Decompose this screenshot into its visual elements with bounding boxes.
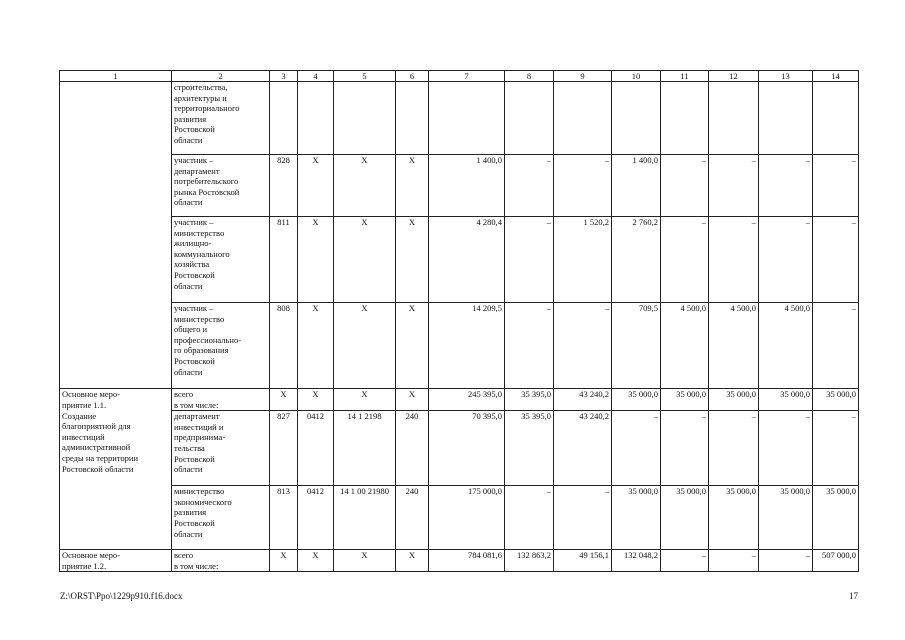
value-cell: Х [396, 155, 429, 217]
value-cell: 709,5 [612, 303, 661, 389]
value-cell: 827 [270, 411, 298, 486]
header-cell: 9 [554, 71, 612, 82]
executor-cell: строительства, архитектуры и территориального развития Ростовской области [172, 82, 270, 155]
value-cell: 35 395,0 [505, 389, 554, 411]
executor-cell: участник – департамент потребительского рынка Ростовской области [172, 155, 270, 217]
executor-cell: департамент инвестиций и предпринима- тельства Ростовской области [172, 411, 270, 486]
measure-cell: Основное меро- приятие 1.2. [60, 550, 172, 572]
measure-cell [60, 303, 172, 389]
value-cell: Х [334, 155, 396, 217]
value-cell: – [612, 411, 661, 486]
value-cell: 0412 [298, 411, 334, 486]
value-cell: – [554, 155, 612, 217]
header-cell: 2 [172, 71, 270, 82]
value-cell: – [759, 217, 813, 303]
value-cell: Х [396, 303, 429, 389]
value-cell: 4 500,0 [661, 303, 709, 389]
value-cell: 132 863,2 [505, 550, 554, 572]
value-cell: – [759, 411, 813, 486]
value-cell: Х [270, 389, 298, 411]
header-cell: 5 [334, 71, 396, 82]
value-cell [612, 82, 661, 155]
table-row [60, 550, 859, 572]
value-cell: Х [270, 550, 298, 572]
value-cell: Х [298, 155, 334, 217]
value-cell: 43 240,2 [554, 411, 612, 486]
value-cell [298, 82, 334, 155]
table-row [60, 486, 859, 550]
value-cell: 35 000,0 [813, 486, 859, 550]
value-cell: Х [334, 217, 396, 303]
measure-cell [60, 217, 172, 303]
value-cell: 35 000,0 [661, 486, 709, 550]
value-cell: 35 000,0 [709, 389, 759, 411]
value-cell: – [813, 155, 859, 217]
value-cell: 4 500,0 [759, 303, 813, 389]
value-cell: Х [298, 303, 334, 389]
value-cell: – [813, 411, 859, 486]
executor-cell: участник – министерство жилищно- коммунального хозяйства Ростовской области [172, 217, 270, 303]
value-cell: 35 000,0 [709, 486, 759, 550]
value-cell: – [813, 217, 859, 303]
value-cell: 784 081,6 [429, 550, 505, 572]
value-cell [270, 82, 298, 155]
measure-cell: Создание благоприятной для инвестиций административной среды на территории Ростовской области [60, 411, 172, 550]
value-cell: – [661, 217, 709, 303]
measure-cell [60, 82, 172, 155]
value-cell: 35 000,0 [759, 486, 813, 550]
value-cell: Х [334, 303, 396, 389]
value-cell: – [661, 411, 709, 486]
value-cell [709, 82, 759, 155]
value-cell: 132 048,2 [612, 550, 661, 572]
value-cell [505, 82, 554, 155]
page-number: 17 [849, 591, 858, 601]
value-cell: 35 000,0 [612, 389, 661, 411]
value-cell [396, 82, 429, 155]
table-row [60, 155, 859, 217]
value-cell: Х [298, 217, 334, 303]
value-cell: 808 [270, 303, 298, 389]
header-cell: 8 [505, 71, 554, 82]
executor-cell: всего в том числе: [172, 550, 270, 572]
value-cell: 35 395,0 [505, 411, 554, 486]
value-cell: 35 000,0 [612, 486, 661, 550]
table-row [60, 303, 859, 389]
value-cell: – [661, 155, 709, 217]
value-cell [334, 82, 396, 155]
value-cell: 43 240,2 [554, 389, 612, 411]
header-cell: 11 [661, 71, 709, 82]
value-cell: 245 395,0 [429, 389, 505, 411]
value-cell: Х [298, 389, 334, 411]
value-cell: 1 400,0 [612, 155, 661, 217]
table-row [60, 411, 859, 486]
value-cell: 1 520,2 [554, 217, 612, 303]
value-cell: – [813, 303, 859, 389]
value-cell: – [759, 155, 813, 217]
value-cell: Х [334, 550, 396, 572]
value-cell: 35 000,0 [759, 389, 813, 411]
value-cell: 14 209,5 [429, 303, 505, 389]
value-cell: – [505, 217, 554, 303]
header-row [60, 71, 859, 82]
value-cell: – [709, 155, 759, 217]
header-cell: 14 [813, 71, 859, 82]
value-cell: – [709, 550, 759, 572]
header-cell: 12 [709, 71, 759, 82]
value-cell: 507 000,0 [813, 550, 859, 572]
header-cell: 10 [612, 71, 661, 82]
value-cell: – [709, 217, 759, 303]
table-row [60, 82, 859, 155]
value-cell: 4 280,4 [429, 217, 505, 303]
executor-cell: всего в том числе: [172, 389, 270, 411]
header-cell: 7 [429, 71, 505, 82]
value-cell [813, 82, 859, 155]
value-cell: Х [396, 389, 429, 411]
value-cell [759, 82, 813, 155]
value-cell: – [505, 155, 554, 217]
measure-cell [60, 155, 172, 217]
value-cell: – [709, 411, 759, 486]
value-cell: 35 000,0 [661, 389, 709, 411]
table-body [60, 82, 859, 572]
value-cell: 811 [270, 217, 298, 303]
value-cell: 70 395,0 [429, 411, 505, 486]
value-cell: 175 000,0 [429, 486, 505, 550]
value-cell: 14 1 00 21980 [334, 486, 396, 550]
budget-table [59, 70, 859, 572]
value-cell: Х [298, 550, 334, 572]
value-cell: 0412 [298, 486, 334, 550]
measure-cell: Основное меро- приятие 1.1. [60, 389, 172, 411]
value-cell: 240 [396, 411, 429, 486]
value-cell [429, 82, 505, 155]
value-cell: 1 400,0 [429, 155, 505, 217]
value-cell: – [505, 303, 554, 389]
value-cell [554, 82, 612, 155]
value-cell: 240 [396, 486, 429, 550]
value-cell: 828 [270, 155, 298, 217]
value-cell: 35 000,0 [813, 389, 859, 411]
value-cell [661, 82, 709, 155]
value-cell: – [759, 550, 813, 572]
value-cell: Х [396, 217, 429, 303]
value-cell: 2 760,2 [612, 217, 661, 303]
header-cell: 3 [270, 71, 298, 82]
value-cell: 813 [270, 486, 298, 550]
value-cell: – [661, 550, 709, 572]
value-cell: 14 1 2198 [334, 411, 396, 486]
file-path: Z:\ORST\Ppo\1229p910.f16.docx [60, 591, 183, 601]
value-cell: 49 156,1 [554, 550, 612, 572]
executor-cell: участник – министерство общего и профессионально- го образования Ростовской области [172, 303, 270, 389]
value-cell: 4 500,0 [709, 303, 759, 389]
executor-cell: министерство экономического развития Ростовской области [172, 486, 270, 550]
header-cell: 6 [396, 71, 429, 82]
value-cell: Х [334, 389, 396, 411]
value-cell: Х [396, 550, 429, 572]
value-cell: – [554, 303, 612, 389]
value-cell: – [554, 486, 612, 550]
header-cell: 13 [759, 71, 813, 82]
table-row [60, 217, 859, 303]
value-cell: – [505, 486, 554, 550]
header-cell: 4 [298, 71, 334, 82]
table-row [60, 389, 859, 411]
header-cell: 1 [60, 71, 172, 82]
